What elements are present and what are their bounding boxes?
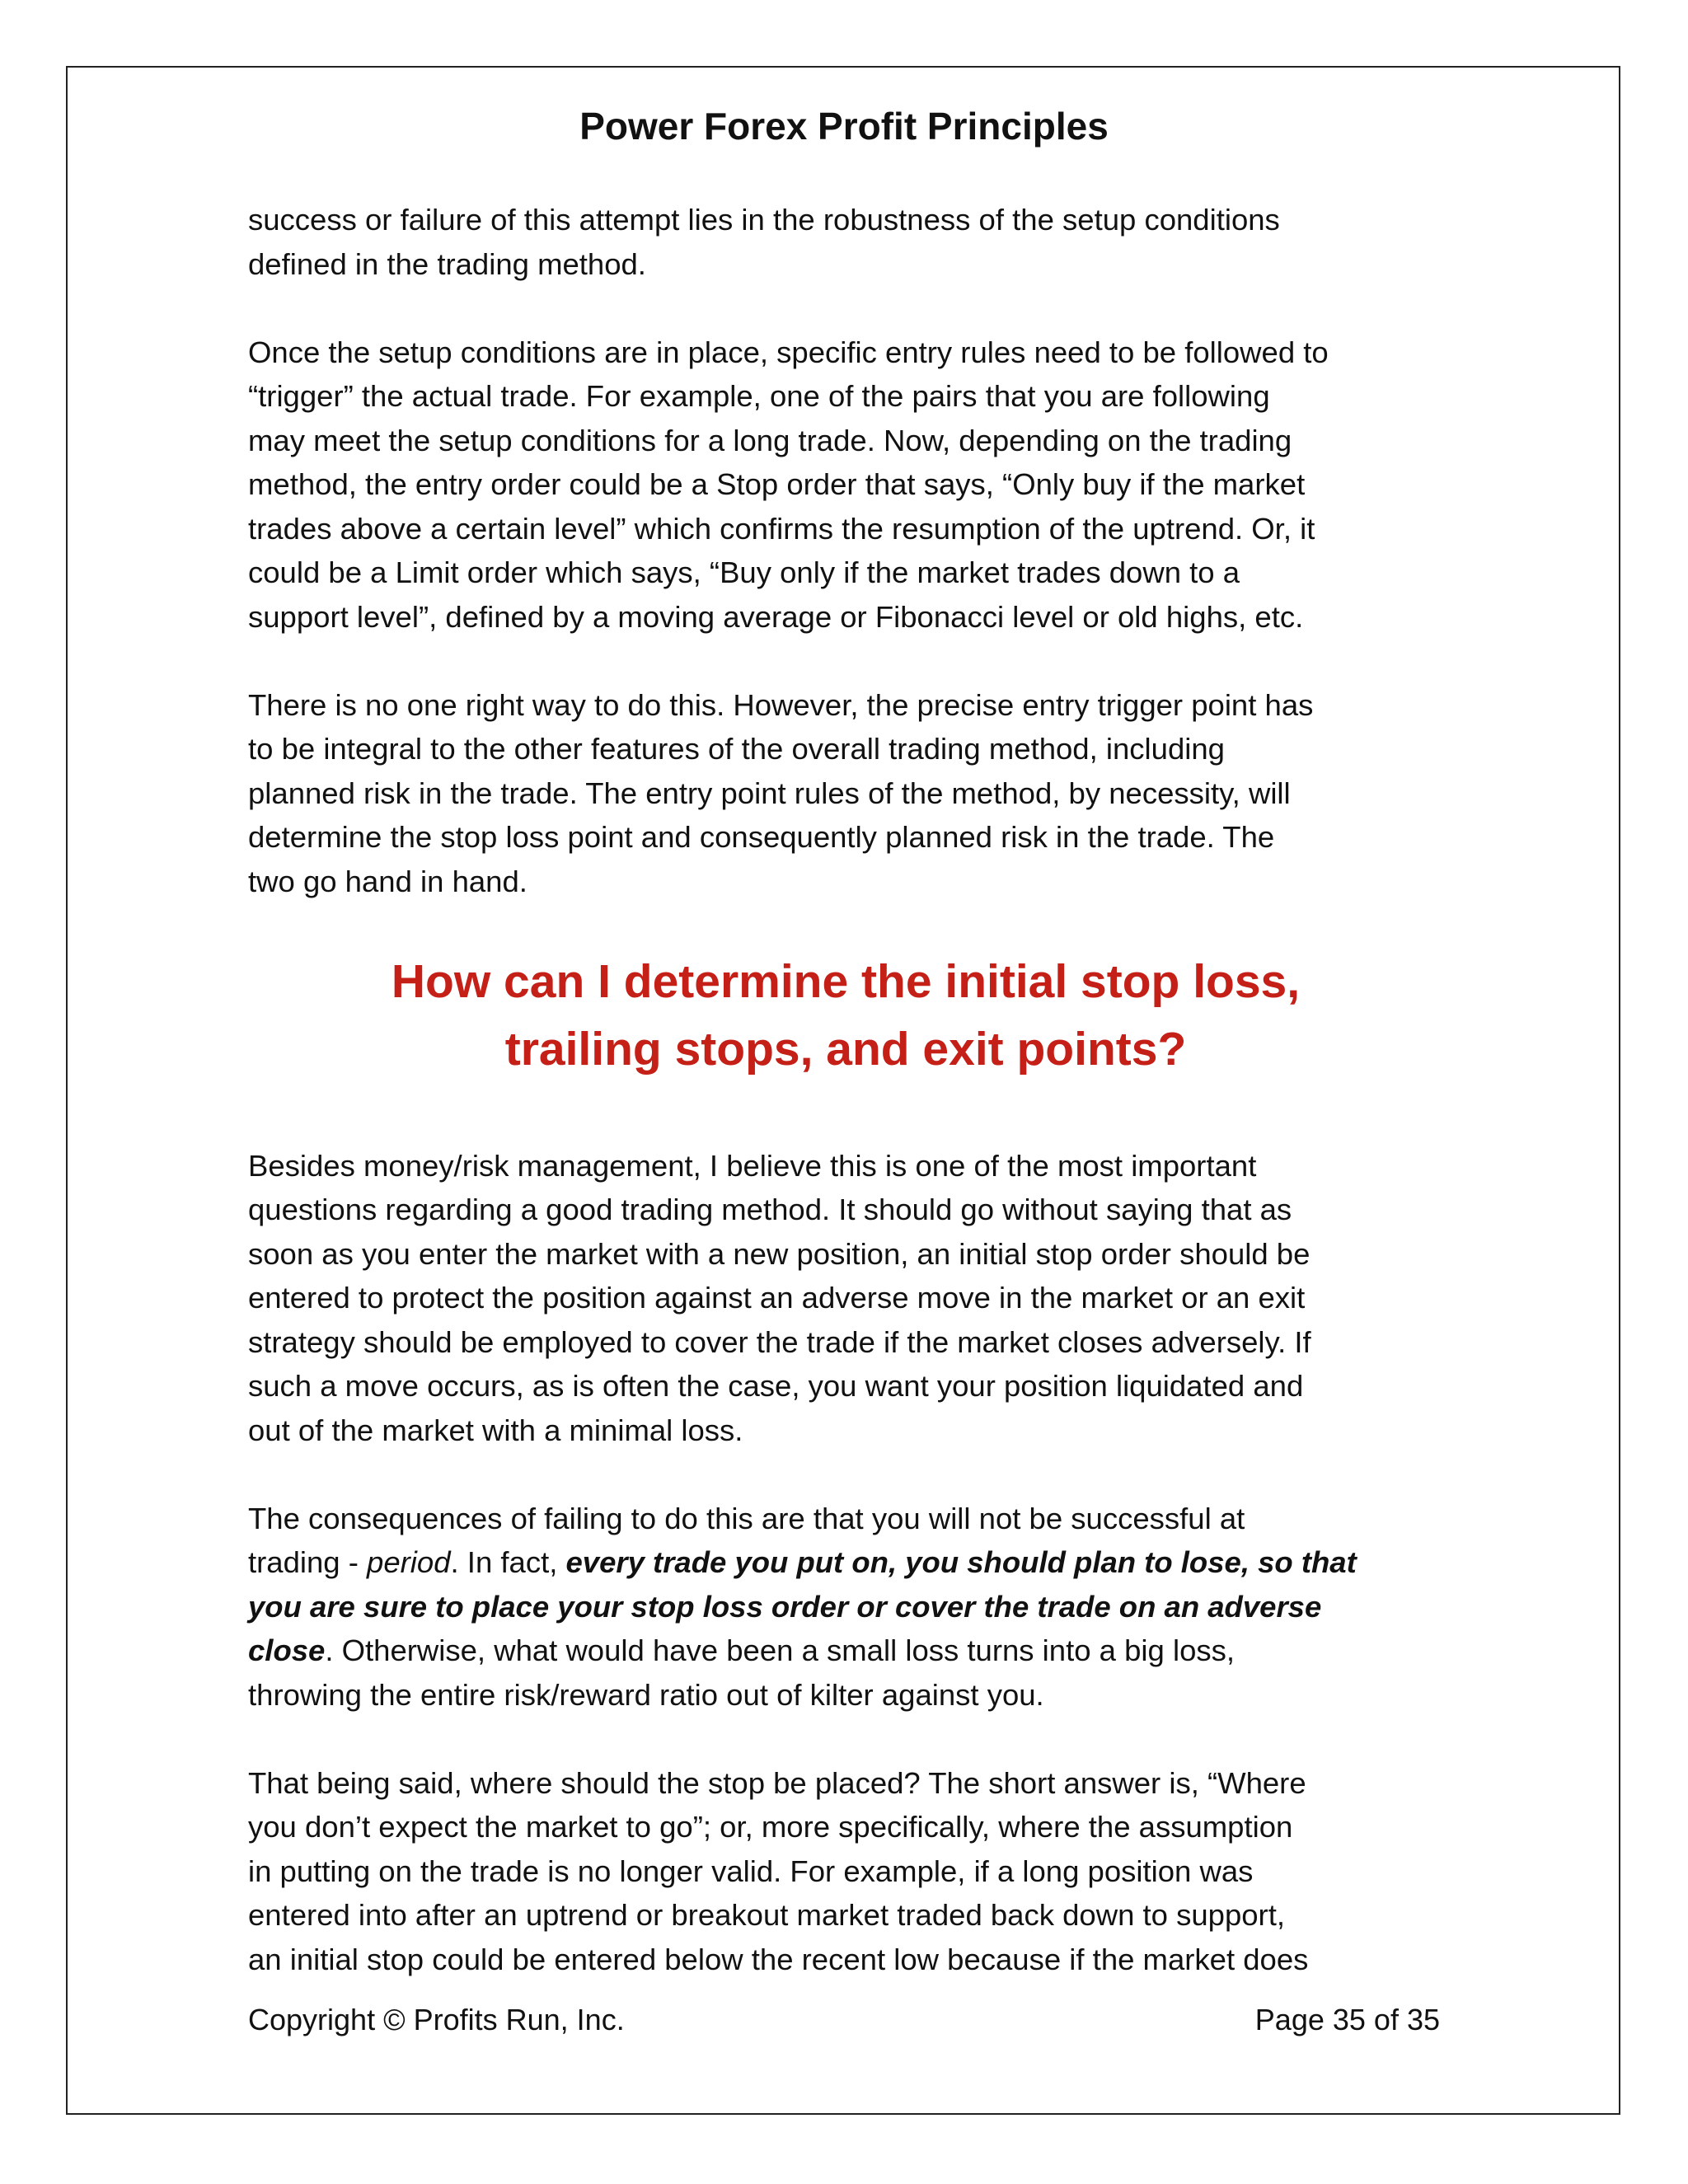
page-number: Page 35 of 35 bbox=[1254, 2003, 1440, 2036]
document-title: Power Forex Profit Principles bbox=[579, 105, 1109, 148]
copyright-notice: Copyright © Profits Run, Inc. bbox=[248, 2003, 625, 2036]
paragraph-line: success or failure of this attempt lies in the robustness of the setup conditions bbox=[248, 203, 1280, 237]
heading-line: How can I determine the initial stop loss, bbox=[391, 954, 1301, 1008]
text-run: . Otherwise, what would have been a small loss turns into a big loss, bbox=[325, 1633, 1236, 1667]
paragraph-line: entered into after an uptrend or breakout market traded back down to support, bbox=[248, 1898, 1285, 1932]
paragraph-line: could be a Limit order which says, “Buy only if the market trades down to a bbox=[248, 555, 1240, 589]
paragraph-line: trades above a certain level” which confirms the resumption of the uptrend. Or, it bbox=[248, 511, 1315, 546]
bold-italic-run: close bbox=[248, 1633, 326, 1667]
italic-text: period bbox=[367, 1545, 451, 1579]
paragraph-line: support level”, defined by a moving average or Fibonacci level or old highs, etc. bbox=[248, 599, 1304, 634]
text-run: . In fact, bbox=[450, 1545, 566, 1579]
paragraph-line: to be integral to the other features of the overall trading method, including bbox=[248, 732, 1225, 766]
paragraph-line: questions regarding a good trading method. It should go without saying that as bbox=[248, 1193, 1292, 1226]
paragraph-line: in putting on the trade is no longer valid. For example, if a long position was bbox=[248, 1854, 1254, 1888]
paragraph-stop-placement bbox=[248, 1761, 1443, 1982]
paragraph-line: Besides money/risk management, I believe this is one of the most important bbox=[248, 1148, 1257, 1183]
bold-italic-text bbox=[248, 1633, 325, 1667]
bold-italic-run: you are sure to place your stop loss order or cover the trade on an adverse bbox=[248, 1589, 1322, 1624]
paragraph-risk-management bbox=[248, 1144, 1443, 1453]
paragraph-line: entered to protect the position against an adverse move in the market or an exit bbox=[248, 1281, 1306, 1315]
paragraph-line bbox=[248, 1629, 1443, 1673]
paragraph-setup-conditions bbox=[248, 198, 1443, 286]
paragraph-line: That being said, where should the stop be placed? The short answer is, “Where bbox=[248, 1765, 1306, 1800]
section-heading bbox=[248, 948, 1443, 1083]
paragraph-line: method, the entry order could be a Stop order that says, “Only buy if the market bbox=[248, 467, 1306, 501]
paragraph-line: defined in the trading method. bbox=[248, 246, 646, 281]
bold-italic-text bbox=[248, 1590, 1321, 1624]
text-run: trading - bbox=[248, 1545, 368, 1579]
paragraph-line: strategy should be employed to cover the trade if the market closes adversely. If bbox=[248, 1324, 1311, 1359]
heading-line: trailing stops, and exit points? bbox=[504, 1022, 1187, 1076]
paragraph-line: out of the market with a minimal loss. bbox=[248, 1413, 743, 1447]
bold-italic-run: every trade you put on, you should plan to lose, so that bbox=[565, 1545, 1357, 1579]
paragraph-line: throwing the entire risk/reward ratio out of kilter against you. bbox=[248, 1677, 1044, 1712]
paragraph-line: you don’t expect the market to go”; or, more specifically, where the assumption bbox=[248, 1810, 1293, 1844]
paragraph-line bbox=[248, 1585, 1443, 1629]
paragraph-line: The consequences of failing to do this are that you will not be successful at bbox=[248, 1501, 1245, 1535]
paragraph-line: an initial stop could be entered below the recent low because if the market does bbox=[248, 1942, 1309, 1976]
paragraph-line bbox=[248, 1540, 1443, 1585]
bold-italic-text bbox=[566, 1545, 1357, 1579]
paragraph-line: Once the setup conditions are in place, specific entry rules need to be followed to bbox=[248, 335, 1329, 369]
paragraph-line: determine the stop loss point and consequently planned risk in the trade. The bbox=[248, 820, 1275, 854]
paragraph-entry-trigger bbox=[248, 683, 1443, 904]
paragraph-line: two go hand in hand. bbox=[248, 864, 528, 898]
paragraph-line: planned risk in the trade. The entry point rules of the method, by necessity, will bbox=[248, 776, 1291, 810]
paragraph-line: “trigger” the actual trade. For example, one of the pairs that you are following bbox=[248, 379, 1270, 413]
paragraph-line: soon as you enter the market with a new position, an initial stop order should be bbox=[248, 1236, 1311, 1271]
paragraph-entry-rules bbox=[248, 330, 1443, 640]
paragraph-line: such a move occurs, as is often the case, you want your position liquidated and bbox=[248, 1369, 1304, 1403]
paragraph-line: There is no one right way to do this. However, the precise entry trigger point has bbox=[248, 687, 1314, 722]
page-content bbox=[248, 198, 1443, 2026]
paragraph-consequences bbox=[248, 1497, 1443, 1718]
paragraph-line: may meet the setup conditions for a long trade. Now, depending on the trading bbox=[248, 423, 1292, 457]
